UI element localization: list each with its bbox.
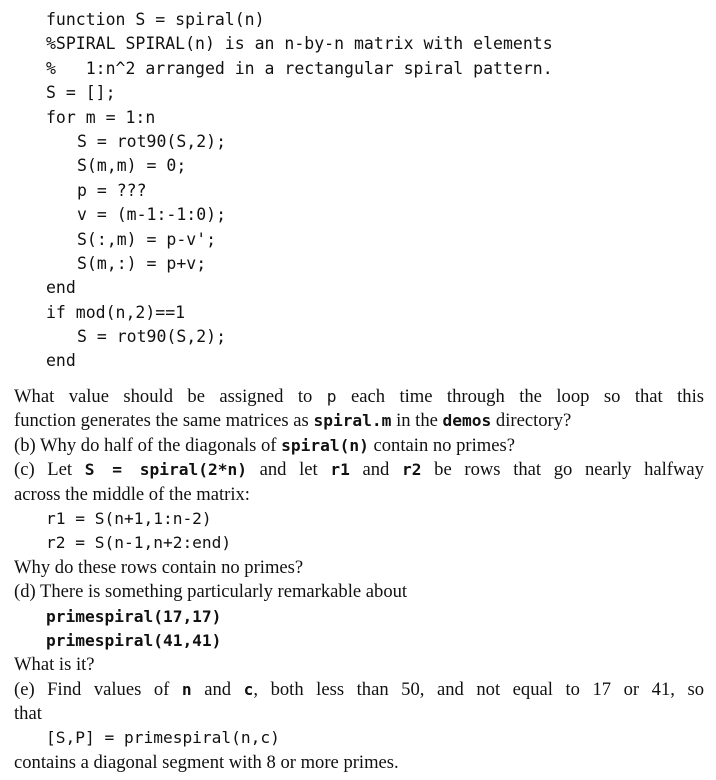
question-c-line-1: (c) Let S = spiral(2*n) and let r1 and r2 be rows that go nearly halfway: [14, 459, 704, 481]
question-a-line-1: What value should be assigned to p each time through the loop so that this: [14, 386, 705, 407]
code-primespiral-41: primespiral(41,41): [46, 630, 222, 650]
code-line: if mod(n,2)==1: [46, 302, 186, 322]
question-d-line-1: (d) There is something particularly remarkable about: [14, 581, 408, 603]
inline-code: demos: [442, 411, 492, 431]
question-e-line-1: (e) Find values of n and c, both less than 50, and not equal to 17 or 41, so: [14, 678, 704, 700]
code-r2: r2 = S(n-1,n+2:end): [46, 533, 232, 553]
code-line: S(:,m) = p-v';: [77, 229, 217, 249]
code-line: S = rot90(S,2);: [77, 131, 227, 151]
code-line: S = rot90(S,2);: [77, 327, 227, 347]
code-line: S(m,:) = p+v;: [77, 253, 207, 273]
code-line: p = ???: [77, 180, 147, 200]
question-a-line-2: function generates the same matrices as spiral.m in the demos directory?: [14, 410, 572, 432]
code-line: %SPIRAL SPIRAL(n) is an n-by-n matrix with elements: [46, 34, 553, 54]
inline-code: spiral.m: [313, 411, 392, 431]
inline-code: c: [243, 679, 254, 699]
inline-code: S = spiral(2*n): [84, 460, 247, 480]
question-e-line-3: contains a diagonal segment with 8 or more primes.: [14, 751, 399, 773]
code-primespiral-17: primespiral(17,17): [46, 606, 222, 626]
question-e-line-2: that: [14, 703, 42, 725]
code-r1: r1 = S(n+1,1:n-2): [46, 508, 212, 528]
inline-code: p: [326, 387, 337, 406]
code-line: function S = spiral(n): [46, 10, 265, 29]
code-primespiral-call: [S,P] = primespiral(n,c): [46, 728, 280, 748]
inline-code: spiral(n): [281, 435, 369, 455]
spiral-function-code: [46, 8, 553, 374]
question-d-line-2: What is it?: [14, 654, 95, 676]
code-line: S = [];: [46, 83, 116, 103]
exercise-text: [14, 385, 704, 775]
inline-code: r1: [330, 460, 350, 480]
inline-code: r2: [402, 460, 422, 480]
code-line: S(m,m) = 0;: [77, 156, 187, 176]
inline-code: n: [181, 679, 192, 699]
code-line: v = (m-1:-1:0);: [77, 205, 227, 225]
code-line: end: [46, 278, 76, 298]
code-line: % 1:n^2 arranged in a rectangular spiral pattern.: [46, 58, 553, 78]
question-c-line-2: across the middle of the matrix:: [14, 483, 250, 505]
code-line: for m = 1:n: [46, 107, 156, 127]
question-b: (b) Why do half of the diagonals of spiral(n) contain no primes?: [14, 434, 515, 456]
question-c-line-3: Why do these rows contain no primes?: [14, 556, 304, 578]
code-line: end: [46, 351, 76, 371]
